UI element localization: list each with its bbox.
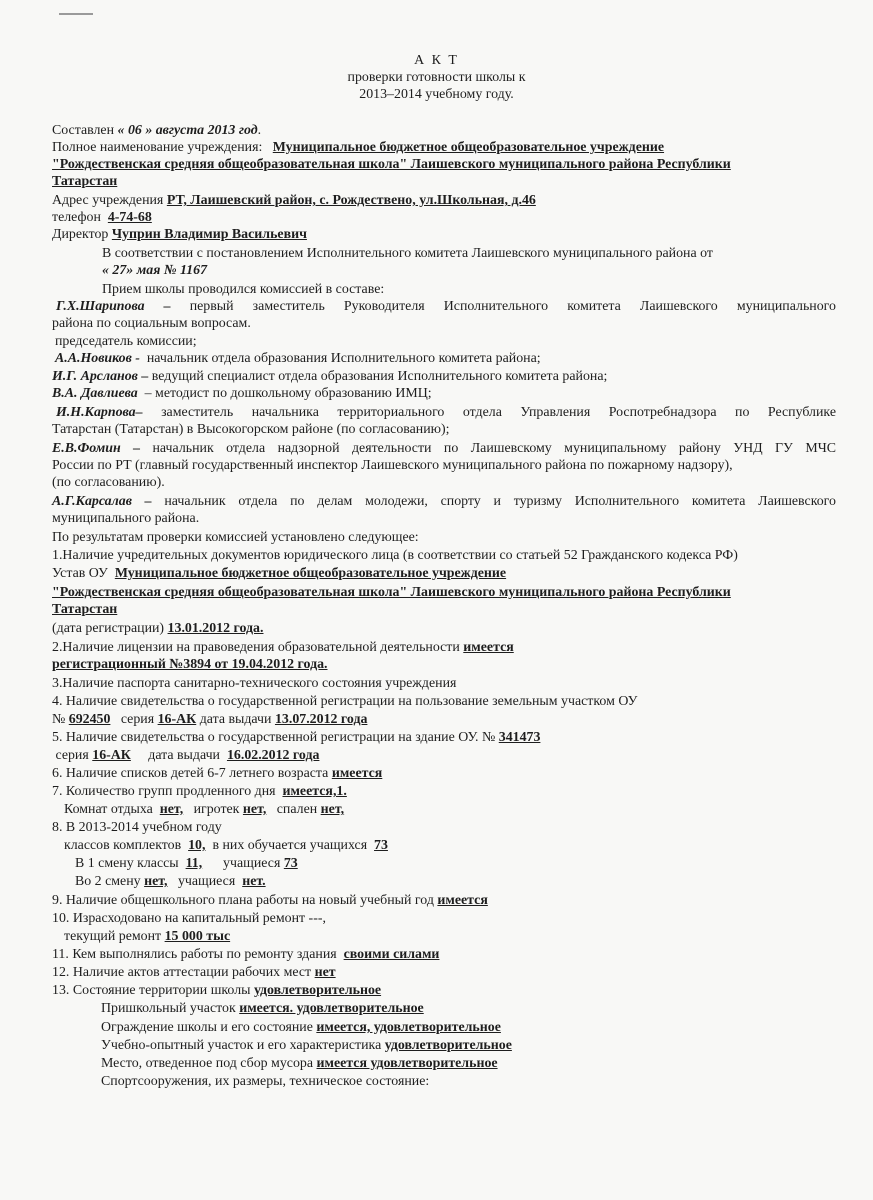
- institution-name-line: [52, 139, 664, 156]
- item-2: [52, 639, 514, 656]
- item-13-school-plot: [101, 1000, 424, 1017]
- current-repair-label: текущий ремонт: [64, 929, 162, 944]
- students-label: в них обучается учащихся: [212, 838, 368, 853]
- experimental-plot-label: Учебно-опытный участок и его характеристика: [101, 1038, 382, 1053]
- charter-label: Устав ОУ: [52, 566, 108, 581]
- member-2-text: ведущий специалист отдела образования Исполнительного комитета района;: [151, 369, 608, 384]
- item-13-experimental-plot: [101, 1037, 512, 1054]
- item-4-date-label: дата выдачи: [199, 712, 272, 727]
- shift-2-classes: нет,: [144, 874, 168, 889]
- phone-value: 4-74-68: [107, 210, 152, 225]
- school-plot-value: имеется. удовлетворительное: [239, 1001, 424, 1016]
- item-13-fence: [101, 1019, 501, 1036]
- chair-name: Г.Х.Шарипова –: [56, 299, 171, 314]
- item-13: [52, 982, 381, 999]
- institution-name-2: "Рождественская средняя общеобразовательная школа" Лаишевского муниципального района Республики: [52, 157, 731, 172]
- member-4-text-1: заместитель начальника территориального отдела Управления Роспотребнадзора по Республике: [161, 405, 836, 420]
- item-6-text: 6. Наличие списков детей 6-7 летнего возраста: [52, 766, 329, 781]
- chair-line: [56, 298, 836, 315]
- charter-name-3: Татарстан: [52, 602, 118, 617]
- member-5-name: Е.В.Фомин –: [52, 441, 141, 456]
- member-4: [56, 404, 836, 421]
- decree-text: В соответствии с постановлением Исполнительного комитета Лаишевского муниципального района от: [102, 246, 713, 261]
- item-4-number-label: №: [52, 712, 66, 727]
- item-13-sports-facilities: Спортсооружения, их размеры, техническое состояние:: [101, 1074, 430, 1089]
- fence-label: Ограждение школы и его состояние: [101, 1020, 313, 1035]
- item-8: 8. В 2013-2014 учебном году: [52, 820, 222, 835]
- composed-line: [52, 122, 261, 139]
- item-12-value: нет: [314, 965, 336, 980]
- address-label: Адрес учреждения: [52, 193, 164, 208]
- item-8-shift-1: [75, 855, 298, 872]
- item-4-series: 16-АК: [157, 712, 197, 727]
- scan-mark: [59, 13, 93, 15]
- member-1-text: начальник отдела образования Исполнительного комитета района;: [146, 351, 541, 366]
- member-4-text-2: Татарстан (Татарстан) в Высокогорском районе (по согласованию);: [52, 422, 450, 437]
- member-5: [52, 440, 836, 457]
- item-2-value: имеется: [463, 640, 514, 655]
- member-1-name: А.А.Новиков -: [55, 351, 140, 366]
- phone-label: телефон: [52, 210, 101, 225]
- composed-end: .: [257, 123, 262, 138]
- member-1: [55, 350, 541, 367]
- item-5-number: 341473: [498, 730, 541, 745]
- garbage-area-value: имеется удовлетворительное: [316, 1056, 498, 1071]
- item-4-number: 692450: [68, 712, 111, 727]
- address-value: РТ, Лаишевский район, с. Рождествено, ул.Школьная, д.46: [166, 193, 536, 208]
- item-2-text: 2.Наличие лицензии на правоведения образовательной деятельности: [52, 640, 460, 655]
- item-12-text: 12. Наличие актов аттестации рабочих мест: [52, 965, 312, 980]
- classes-label: классов комплектов: [64, 838, 182, 853]
- item-4-details: [52, 711, 367, 728]
- address-line: [52, 192, 536, 209]
- item-9-text: 9. Наличие общешкольного плана работы на новый учебный год: [52, 893, 434, 908]
- item-7-rooms: [64, 801, 344, 818]
- fence-value: имеется, удовлетворительное: [316, 1020, 501, 1035]
- item-8-shift-2: [75, 873, 266, 890]
- member-3-name: В.А. Давлиева: [52, 386, 138, 401]
- students-value: 73: [374, 838, 388, 853]
- beds-value: нет,: [320, 802, 345, 817]
- item-7-value: имеется,1.: [282, 784, 347, 799]
- registration-line: [52, 620, 263, 637]
- games-value: нет,: [242, 802, 267, 817]
- shift-2-label: Во 2 смену: [75, 874, 141, 889]
- item-2-registration: регистрационный №3894 от 19.04.2012 года.: [52, 657, 328, 672]
- item-13-text: 13. Состояние территории школы: [52, 983, 251, 998]
- item-5-date-label: дата выдачи: [148, 748, 220, 763]
- member-5-text-2: России по РТ (главный государственный инспектор Лаишевского муниципального района по пожарному надзору),: [52, 458, 733, 473]
- item-10: 10. Израсходовано на капитальный ремонт ---,: [52, 911, 326, 926]
- item-4-text: 4. Наличие свидетельства о государственной регистрации на пользование земельным участком ОУ: [52, 694, 638, 709]
- shift-1-classes: 11,: [185, 856, 203, 871]
- item-5-text: 5. Наличие свидетельства о государственной регистрации на здание ОУ. №: [52, 730, 496, 745]
- item-13-value: удовлетворительное: [253, 983, 382, 998]
- item-7-text: 7. Количество групп продленного дня: [52, 784, 276, 799]
- results-intro: По результатам проверки комиссией установлено следующее:: [52, 530, 419, 545]
- chair-role: председатель комиссии;: [55, 334, 197, 349]
- document-subtitle-1: проверки готовности школы к: [347, 70, 526, 85]
- shift-1-students: 73: [283, 856, 298, 871]
- item-5-series: 16-АК: [92, 748, 131, 763]
- phone-line: [52, 209, 152, 226]
- item-9-value: имеется: [437, 893, 488, 908]
- registration-label: (дата регистрации): [52, 621, 165, 636]
- director-label: Директор: [52, 227, 109, 242]
- garbage-area-label: Место, отведенное под сбор мусора: [101, 1056, 314, 1071]
- item-5-series-label: серия: [55, 748, 89, 763]
- composed-label: Составлен: [52, 123, 115, 138]
- beds-label: спален: [276, 802, 318, 817]
- director-name: Чуприн Владимир Васильевич: [111, 227, 307, 242]
- institution-name-3: Татарстан: [52, 174, 118, 189]
- chair-text-2: района по социальным вопросам.: [52, 316, 251, 331]
- item-1: 1.Наличие учредительных документов юридического лица (в соответствии со статьей 52 Гражданского кодекса РФ): [52, 548, 738, 563]
- composed-date: « 06 » августа 2013 год: [117, 123, 258, 138]
- item-5-date: 16.02.2012 года: [226, 748, 320, 763]
- item-3: 3.Наличие паспорта санитарно-технического состояния учреждения: [52, 676, 457, 691]
- item-11: [52, 946, 439, 963]
- shift-1-students-label: учащиеся: [223, 856, 281, 871]
- item-11-text: 11. Кем выполнялись работы по ремонту здания: [52, 947, 337, 962]
- member-6-text-1: начальник отдела по делам молодежи, спорту и туризму Исполнительного комитета Лаишевского: [164, 494, 836, 509]
- commission-intro: Прием школы проводился комиссией в составе:: [102, 282, 385, 297]
- item-7: [52, 783, 347, 800]
- director-line: [52, 226, 307, 243]
- institution-name-label: Полное наименование учреждения:: [52, 140, 263, 155]
- games-label: игротек: [193, 802, 240, 817]
- member-5-text-1: начальник отдела надзорной деятельности по Лаишевскому муниципальному району УНД ГУ МЧС: [152, 441, 836, 456]
- institution-name-1: Муниципальное бюджетное общеобразовательное учреждение: [272, 140, 665, 155]
- member-6: [52, 493, 836, 510]
- member-5-text-3: (по согласованию).: [52, 475, 165, 490]
- item-6-value: имеется: [331, 766, 383, 781]
- member-4-name: И.Н.Карпова–: [56, 405, 143, 420]
- document-title: А К Т: [414, 53, 459, 68]
- shift-2-students: нет.: [242, 874, 266, 889]
- rooms-value: нет,: [159, 802, 184, 817]
- item-5: [52, 729, 540, 746]
- item-5-details: [52, 747, 319, 764]
- registration-date: 13.01.2012 года.: [167, 621, 264, 636]
- chair-text-1: первый заместитель Руководителя Исполнительного комитета Лаишевского муниципального: [189, 299, 836, 314]
- item-4-series-label: серия: [120, 712, 155, 727]
- document-subtitle-2: 2013–2014 учебному году.: [359, 87, 514, 102]
- shift-2-students-label: учащиеся: [177, 874, 236, 889]
- shift-1-label: В 1 смену классы: [75, 856, 179, 871]
- item-8-classes: [64, 837, 388, 854]
- member-2: [52, 368, 607, 385]
- item-9: [52, 892, 488, 909]
- charter-name-2: "Рождественская средняя общеобразовательная школа" Лаишевского муниципального района Республики: [52, 585, 731, 600]
- item-10-current: [64, 928, 230, 945]
- charter-line: [52, 565, 506, 582]
- item-6: [52, 765, 382, 782]
- member-2-name: И.Г. Арсланов –: [52, 369, 149, 384]
- item-11-value: своими силами: [343, 947, 440, 962]
- current-repair-value: 15 000 тыс: [164, 929, 231, 944]
- member-3: [52, 385, 432, 402]
- member-3-text: – методист по дошкольному образованию ИМЦ;: [144, 386, 432, 401]
- member-6-text-2: муниципального района.: [52, 511, 200, 526]
- item-4-date: 13.07.2012 года: [274, 712, 368, 727]
- experimental-plot-value: удовлетворительное: [384, 1038, 512, 1053]
- classes-value: 10,: [188, 838, 206, 853]
- school-plot-label: Пришкольный участок: [101, 1001, 236, 1016]
- item-12: [52, 964, 336, 981]
- decree-date: « 27» мая № 1167: [102, 263, 208, 278]
- member-6-name: А.Г.Карсалав –: [52, 494, 152, 509]
- item-13-garbage-area: [101, 1055, 498, 1072]
- rooms-label: Комнат отдыха: [64, 802, 153, 817]
- charter-name-1: Муниципальное бюджетное общеобразовательное учреждение: [114, 566, 507, 581]
